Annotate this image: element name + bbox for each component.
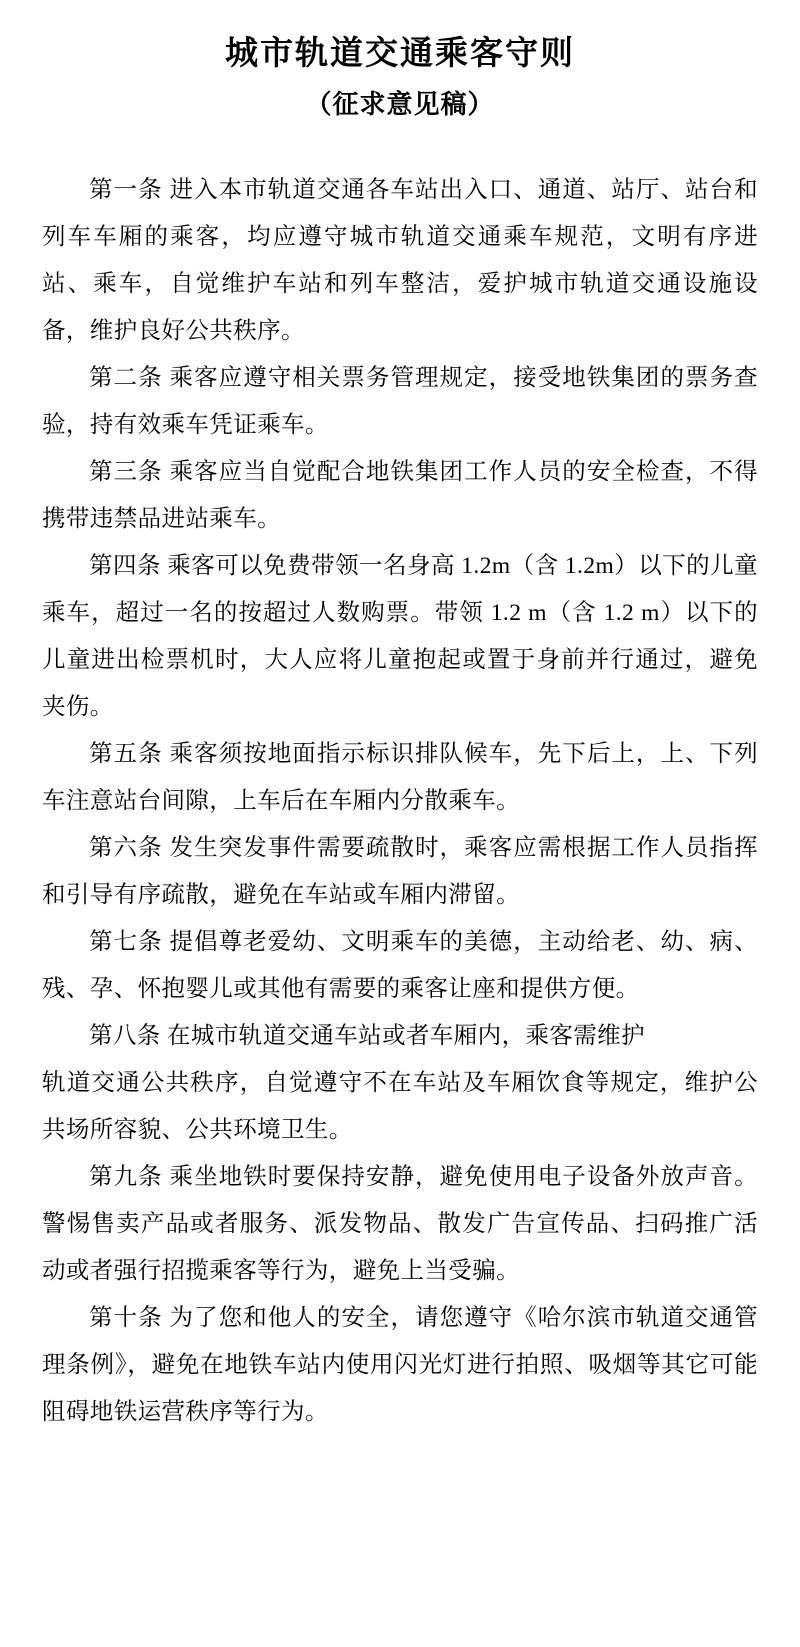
page-title: 城市轨道交通乘客守则 — [225, 36, 575, 72]
page-subtitle: （征求意见稿） — [305, 89, 495, 119]
article-6: 第六条 发生突发事件需要疏散时，乘客应需根据工作人员指挥和引导有序疏散，避免在车站或车厢内滞留。 — [42, 834, 758, 908]
article-3: 第三条 乘客应当自觉配合地铁集团工作人员的安全检查，不得携带违禁品进站乘车。 — [42, 458, 758, 532]
article-8: 第八条 在城市轨道交通车站或者车厢内，乘客需维护 — [89, 1022, 645, 1049]
article-2: 第二条 乘客应遵守相关票务管理规定，接受地铁集团的票务查验，持有效乘车凭证乘车。 — [42, 364, 758, 438]
document-body — [42, 167, 758, 1436]
article-10: 第十条 为了您和他人的安全，请您遵守《哈尔滨市轨道交通管理条例》，避免在地铁车站内使用闪光灯进行拍照、吸烟等其它可能阻碍地铁运营秩序等行为。 — [42, 1304, 758, 1425]
article-1: 第一条 进入本市轨道交通各车站出入口、通道、站厅、站台和列车车厢的乘客，均应遵守城市轨道交通乘车规范，文明有序进站、乘车，自觉维护车站和列车整洁，爱护城市轨道交通设施设备，维护良好公共秩序。 — [42, 176, 758, 344]
article-8-continued: 轨道交通公共秩序，自觉遵守不在车站及车厢饮食等规定，维护公共场所容貌、公共环境卫生。 — [42, 1069, 758, 1143]
article-5: 第五条 乘客须按地面指示标识排队候车，先下后上，上、下列车注意站台间隙，上车后在车厢内分散乘车。 — [42, 740, 758, 814]
article-7: 第七条 提倡尊老爱幼、文明乘车的美德，主动给老、幼、病、残、孕、怀抱婴儿或其他有需要的乘客让座和提供方便。 — [42, 928, 758, 1002]
article-9: 第九条 乘坐地铁时要保持安静，避免使用电子设备外放声音。警惕售卖产品或者服务、派发物品、散发广告宣传品、扫码推广活动或者强行招揽乘客等行为，避免上当受骗。 — [42, 1163, 758, 1284]
article-4: 第四条 乘客可以免费带领一名身高 1.2m（含 1.2m）以下的儿童乘车，超过一名的按超过人数购票。带领 1.2 m（含 1.2 m）以下的儿童进出检票机时，大人应将儿童抱起或置于身前并行通过，避免夹伤。 — [42, 552, 758, 720]
